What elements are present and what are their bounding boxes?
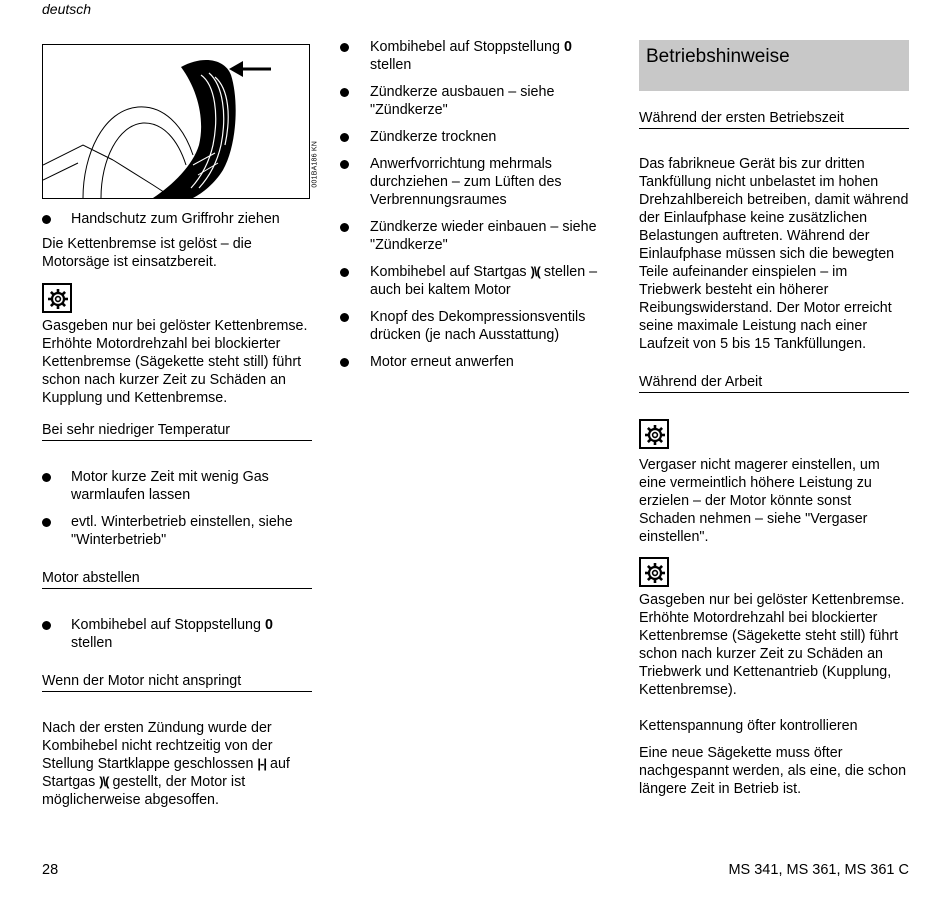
list-item-text: Kombihebel auf Stoppstellung xyxy=(71,617,265,633)
list-item-text: Motor kurze Zeit mit wenig Gas warmlaufen lassen xyxy=(71,469,269,503)
sub-heading: Kettenspannung öfter kontrollieren xyxy=(639,718,858,734)
list-item-text: Knopf des Dekompressionsventils drücken (je nach Ausstattung) xyxy=(370,309,586,343)
paragraph-text: gestellt, der Motor ist möglicherweise abgesoffen. xyxy=(42,774,246,808)
bullet-dot xyxy=(340,358,349,367)
bullet-dot xyxy=(340,43,349,52)
gear-icon xyxy=(42,283,72,313)
paragraph: Das fabrikneue Gerät bis zur dritten Tankfüllung nicht unbelastet im hohen Drehzahlbereich betreiben, damit während der Einlaufphase keine zusätzlichen Belastungen auftreten. Während der Einlaufphase müssen sich die bewegten Teile aufeinander einspielen – im Triebwerk besteht ein höherer Reibungswiderstand. Der Motor erreicht seine maximale Leistung nach einer Laufzeit von 5 bis 15 Tankfüllungen. xyxy=(639,156,909,352)
notice-text: Gasgeben nur bei gelöster Kettenbremse. Erhöhte Motordrehzahl bei blockierter Kettenbremse (Sägekette steht still) führt schon nach kurzer Zeit zu Schäden an Kupplung und Kettenbremse. xyxy=(42,318,308,406)
list-item-text: Zündkerze wieder einbauen – siehe "Zündkerze" xyxy=(370,219,597,253)
list-item xyxy=(42,513,312,549)
startgas-symbol-icon: )\( xyxy=(99,774,109,789)
figure-code: 001BA186 KN xyxy=(312,141,319,188)
bullet-dot xyxy=(340,268,349,277)
bullet-dot xyxy=(42,518,51,527)
paragraph-text: Nach der ersten Zündung wurde der Kombihebel nicht rechtzeitig von der Stellung Startklappe geschlossen xyxy=(42,720,273,772)
bullet-dot xyxy=(340,88,349,97)
list-item xyxy=(42,210,312,228)
list-item xyxy=(42,468,312,504)
startgas-symbol-icon: )\( xyxy=(530,264,540,279)
list-item-text: Zündkerze ausbauen – siehe "Zündkerze" xyxy=(370,84,555,118)
handguard-illustration xyxy=(43,45,309,198)
page-title: Betriebshinweise xyxy=(639,40,909,91)
bullet-dot xyxy=(340,160,349,169)
section-heading: Bei sehr niedriger Temperatur xyxy=(42,421,312,441)
list-item xyxy=(340,353,618,371)
list-item xyxy=(340,155,618,209)
bullet-dot xyxy=(42,215,51,224)
bullet-dot xyxy=(42,621,51,630)
list-item xyxy=(340,263,618,299)
section-heading: Während der Arbeit xyxy=(639,373,909,393)
list-item-text: evtl. Winterbetrieb einstellen, siehe "Winterbetrieb" xyxy=(71,514,293,548)
gear-icon xyxy=(639,419,669,449)
list-item-text: Zündkerze trocknen xyxy=(370,129,497,145)
paragraph: Die Kettenbremse ist gelöst – die Motorsäge ist einsatzbereit. xyxy=(42,236,252,270)
bullet-dot xyxy=(340,223,349,232)
column-left xyxy=(42,44,319,809)
list-item-text: Handschutz zum Griffrohr ziehen xyxy=(71,211,280,227)
list-item xyxy=(42,616,312,652)
list-item-text: Anwerfvorrichtung mehrmals durchziehen – zum Lüften des Verbrennungsraumes xyxy=(370,156,562,208)
bullet-dot xyxy=(340,313,349,322)
paragraph xyxy=(42,719,312,809)
list-item xyxy=(340,308,618,344)
list-item xyxy=(340,38,618,74)
notice-text: Gasgeben nur bei gelöster Kettenbremse. Erhöhte Motordrehzahl bei blockierter Kettenbremse (Sägekette steht still) führt schon nach kurzer Zeit zu Schäden an Triebwerk und Kettenantrieb (Kupplung, Kettenbremse). xyxy=(639,592,905,698)
list-item-text: Motor erneut anwerfen xyxy=(370,354,514,370)
stop-position-label: 0 xyxy=(563,39,572,55)
section-heading: Während der ersten Betriebszeit xyxy=(639,109,909,129)
section-heading: Wenn der Motor nicht anspringt xyxy=(42,672,312,692)
column-middle xyxy=(340,38,618,371)
gear-icon xyxy=(639,557,669,587)
choke-symbol-icon: |-| xyxy=(257,756,267,771)
list-item xyxy=(340,218,618,254)
list-item-text: Kombihebel auf Startgas xyxy=(370,264,527,280)
list-item-text: stellen xyxy=(370,57,412,73)
paragraph-text: auf Startgas xyxy=(42,756,290,790)
model-list: MS 341, MS 361, MS 361 C xyxy=(728,862,909,878)
notice-text: Vergaser nicht magerer einstellen, um eine vermeintlich höhere Leistung zu erzielen – der Motor könnte sonst Schaden nehmen – siehe "Vergaser einstellen". xyxy=(639,457,880,545)
list-item xyxy=(340,83,618,119)
language-header: deutsch xyxy=(42,1,92,17)
bullet-dot xyxy=(42,473,51,482)
bullet-dot xyxy=(340,133,349,142)
stop-position-label: 0 xyxy=(264,617,273,633)
list-item-text: Kombihebel auf Stoppstellung xyxy=(370,39,564,55)
paragraph: Eine neue Sägekette muss öfter nachgespannt werden, als eine, die schon längere Zeit in Betrieb ist. xyxy=(639,745,907,797)
list-item-text: stellen – auch bei kaltem Motor xyxy=(370,264,598,298)
handguard-figure xyxy=(42,44,319,199)
column-right xyxy=(639,40,909,798)
page-number: 28 xyxy=(42,862,59,878)
list-item-text: stellen xyxy=(71,635,113,651)
section-heading: Motor abstellen xyxy=(42,569,312,589)
list-item xyxy=(340,128,618,146)
